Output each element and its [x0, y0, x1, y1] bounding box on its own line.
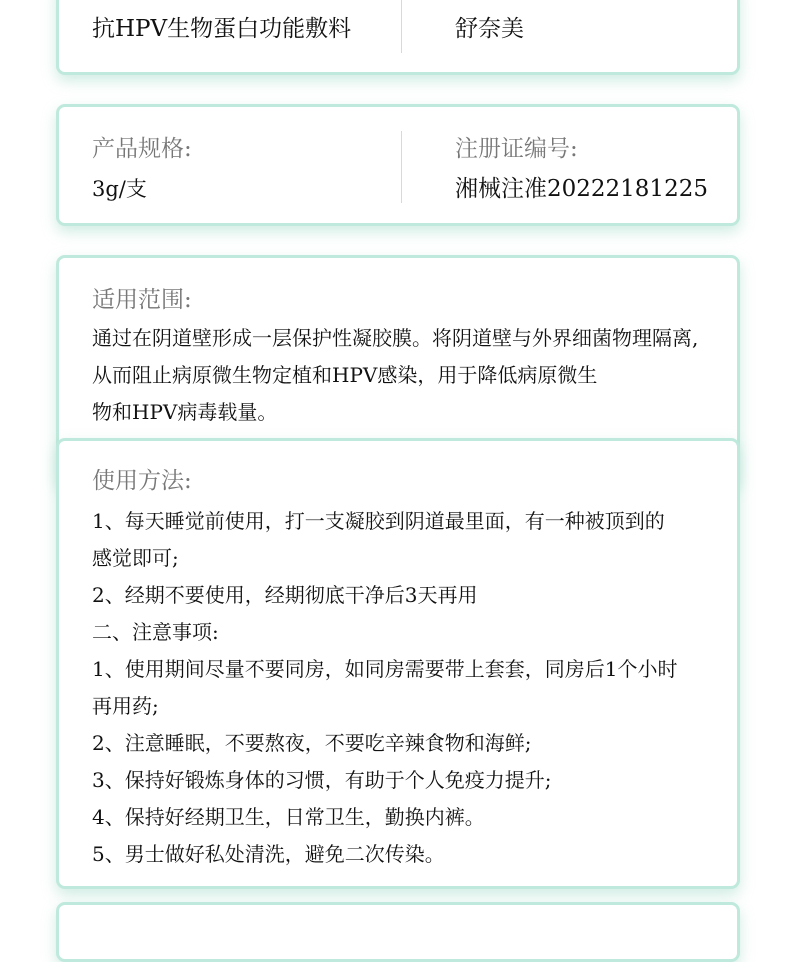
scope-line: 物和HPV病毒载量。 [92, 400, 278, 424]
usage-line: 1、使用期间尽量不要同房，如同房需要带上套套，同房后1个小时 [92, 657, 678, 681]
registration-value: 湘械注准20222181225 [455, 176, 708, 202]
usage-line: 1、每天睡觉前使用，打一支凝胶到阴道最里面，有一种被顶到的 [92, 509, 665, 533]
usage-line: 2、经期不要使用，经期彻底干净后3天再用 [92, 583, 478, 607]
brand-value: 舒奈美 [455, 16, 524, 42]
usage-line: 感觉即可; [92, 546, 179, 570]
next-card [56, 902, 740, 962]
brand-label [455, 0, 737, 3]
registration-cell [401, 107, 737, 223]
spec-cell [59, 107, 401, 223]
usage-line: 3、保持好锻炼身体的习惯，有助于个人免疫力提升; [92, 768, 552, 792]
scope-title: 适用范围: [92, 287, 192, 313]
usage-line: 4、保持好经期卫生，日常卫生，勤换内裤。 [92, 805, 485, 829]
brand-cell [401, 0, 737, 72]
registration-label: 注册证编号: [455, 136, 578, 162]
spec-card [56, 104, 740, 226]
product-name-cell [59, 0, 401, 72]
usage-title: 使用方法: [92, 468, 192, 494]
product-name-card [56, 0, 740, 75]
spec-value: 3g/支 [92, 177, 147, 201]
usage-line: 再用药; [92, 694, 159, 718]
usage-card [56, 438, 740, 889]
precautions-heading: 二、注意事项: [92, 620, 219, 644]
usage-line: 5、男士做好私处清洗，避免二次传染。 [92, 842, 445, 866]
scope-line: 从而阻止病原微生物定植和HPV感染，用于降低病原微生 [92, 363, 598, 387]
product-name-value: 抗HPV生物蛋白功能敷料 [92, 16, 352, 42]
usage-line: 2、注意睡眠，不要熬夜，不要吃辛辣食物和海鲜; [92, 731, 532, 755]
spec-label: 产品规格: [92, 136, 192, 162]
product-name-label [92, 0, 401, 3]
scope-line: 通过在阴道壁形成一层保护性凝胶膜。将阴道壁与外界细菌物理隔离, [92, 326, 699, 350]
